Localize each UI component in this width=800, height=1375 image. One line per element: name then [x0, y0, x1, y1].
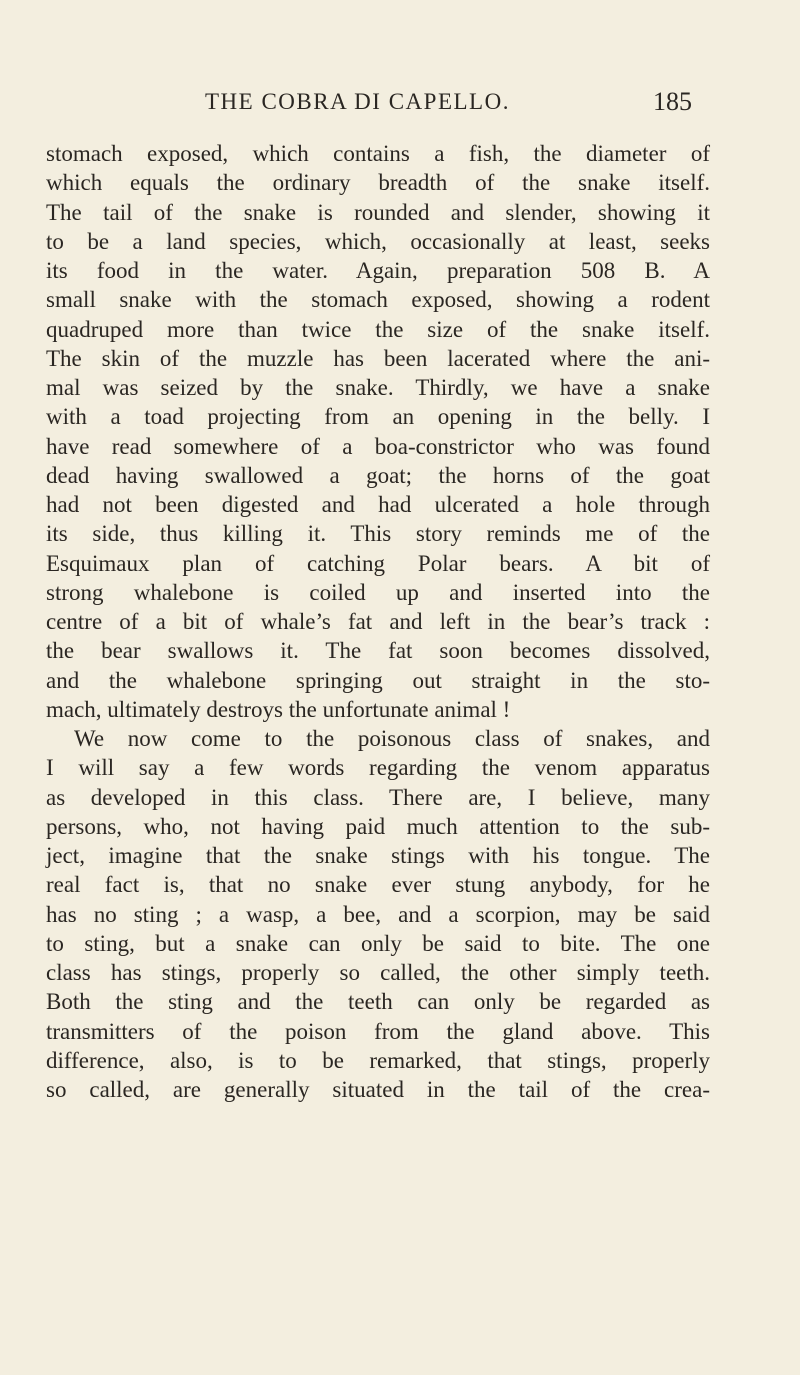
text-line: real fact is, that no snake ever stung anybody, for he	[46, 872, 710, 898]
text-line: mal was seized by the snake. Thirdly, we have a snake	[46, 375, 710, 400]
text-line: and the whalebone springing out straight in the sto-	[46, 667, 710, 693]
text-line: its side, thus killing it. This story reminds me of the	[46, 521, 710, 547]
text-line: ject, imagine that the snake stings with his tongue. The	[46, 843, 710, 868]
text-line: strong whalebone is coiled up and inserted into the	[46, 579, 710, 605]
text-line: mach, ultimately destroys the unfortunate animal !	[46, 696, 511, 722]
text-line: The skin of the muzzle has been lacerated where the ani-	[46, 345, 710, 371]
text-line: as developed in this class. There are, I believe, many	[46, 784, 710, 810]
running-title: THE COBRA DI CAPELLO.	[205, 89, 510, 114]
text-line: small snake with the stomach exposed, showing a rodent	[46, 287, 710, 313]
text-line: the bear swallows it. The fat soon becomes dissolved,	[46, 638, 710, 664]
text-line: stomach exposed, which contains a fish, the diameter of	[46, 141, 710, 166]
text-line: centre of a bit of whale’s fat and left in the bear’s track :	[46, 609, 710, 634]
text-line: class has stings, properly so called, the other simply teeth.	[46, 960, 710, 985]
text-line: so called, are generally situated in the tail of the crea-	[46, 1077, 710, 1102]
text-line: I will say a few words regarding the venom apparatus	[46, 755, 710, 781]
text-line: to sting, but a snake can only be said to bite. The one	[46, 930, 710, 956]
text-line: difference, also, is to be remarked, that stings, properly	[46, 1047, 710, 1073]
text-line: which equals the ordinary breadth of the snake itself.	[46, 170, 710, 196]
text-line: The tail of the snake is rounded and slender, showing it	[46, 199, 710, 225]
page-number: 185	[653, 87, 692, 116]
text-line: persons, who, not having paid much attention to the sub-	[46, 813, 710, 839]
text-line: its food in the water. Again, preparation 508 B. A	[46, 258, 710, 283]
text-line: dead having swallowed a goat; the horns of the goat	[46, 462, 710, 488]
body-text	[46, 139, 710, 1104]
text-line: have read somewhere of a boa-constrictor who was found	[46, 433, 710, 459]
text-line: with a toad projecting from an opening in the belly. I	[46, 404, 710, 430]
text-line: to be a land species, which, occasionally at least, seeks	[46, 228, 710, 254]
text-line: quadruped more than twice the size of the snake itself.	[46, 316, 710, 342]
text-line: has no sting ; a wasp, a bee, and a scorpion, may be said	[46, 901, 710, 927]
text-line: transmitters of the poison from the gland above. This	[46, 1018, 710, 1044]
text-line: Esquimaux plan of catching Polar bears. A bit of	[46, 550, 710, 576]
page-header	[0, 84, 800, 120]
text-line: had not been digested and had ulcerated a hole through	[46, 492, 710, 517]
text-line-paragraph-start: We now come to the poisonous class of snakes, and	[74, 726, 710, 751]
text-line: Both the sting and the teeth can only be regarded as	[46, 989, 710, 1015]
